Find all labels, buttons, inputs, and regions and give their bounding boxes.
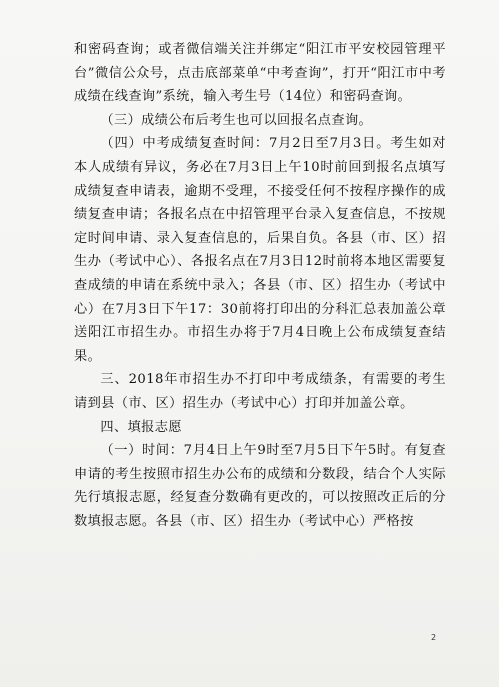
document-body (74, 38, 446, 533)
paragraph-score-review: （四）中考成绩复查时间：7月2日至7月3日。考生如对本人成绩有异议，务必在7月3日上午10时前回到报名点填写成绩复查申请表，逾期不受理，不接受任何不按程序操作的成绩复查申请；各报名点在中招管理平台录入复查信息，不按规定时间申请、录入复查信息的，后果自负。各县（市、区）招生办（考试中心）、各报名点在7月3日12时前将本地区需要复查成绩的申请在系统中录入；各县（市、区）招生办（考试中心）在7月3日下午17：30前将打印出的分科汇总表加盖公章送阳江市招生办。市招生办将于7月4日晚上公布成绩复查结果。 (74, 136, 446, 364)
paragraph-score-slip: 三、2018年市招生办不打印中考成绩条，有需要的考生请到县（市、区）招生办（考试中心）打印并加盖公章。 (74, 372, 446, 411)
paragraph-query-method: 和密码查询；或者微信端关注并绑定“阳江市平安校园管理平台”微信公众号，点击底部菜单“中考查询”，打开“阳江市中考成绩在线查询”系统，输入考生号（14位）和密码查询。 (74, 42, 446, 105)
paragraph-report-point-query: （三）成绩公布后考生也可以回报名点查询。 (100, 112, 373, 128)
page-number: 2 (431, 633, 437, 642)
section-heading-volunteer: 四、填报志愿 (100, 419, 182, 435)
paragraph-volunteer-time: （一）时间：7月4日上午9时至7月5日下午5时。有复查申请的考生按照市招生办公布的成绩和分数段，结合个人实际先行填报志愿，经复查分数确有更改的，可以按照改正后的分数填报志愿。各县（市、区）招生办（考试中心）严格按 (74, 443, 446, 529)
